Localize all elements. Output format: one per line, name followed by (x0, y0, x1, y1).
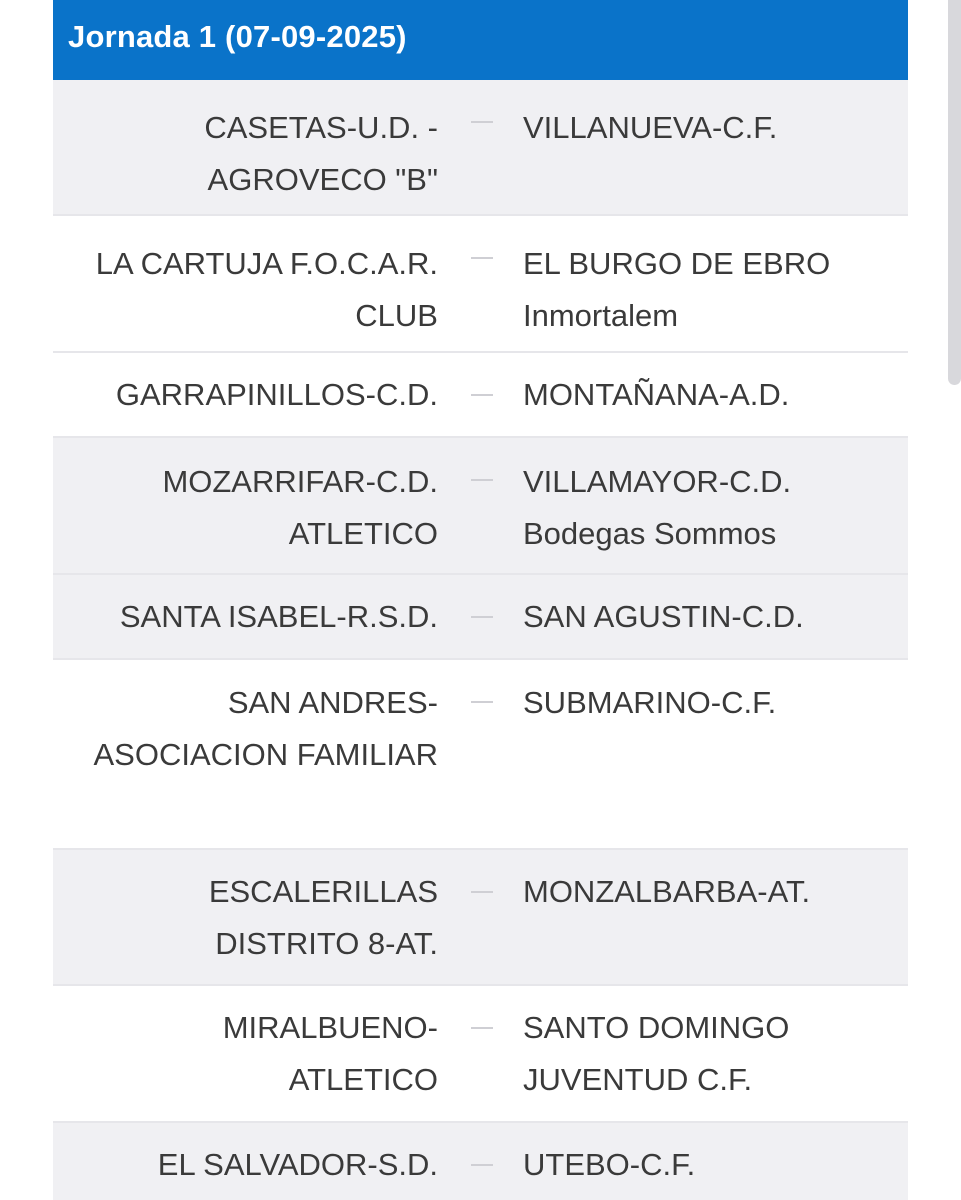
away-team: SUBMARINO-C.F. (523, 685, 777, 720)
home-team: SANTA ISABEL-R.S.D. (119, 599, 438, 634)
match-row[interactable] (53, 575, 908, 660)
matchday-title: Jornada 1 (07-09-2025) (68, 19, 407, 54)
away-team: SANTO DOMINGO JUVENTUD C.F. (523, 1010, 790, 1097)
match-separator (471, 121, 493, 123)
home-team: ESCALERILLAS DISTRITO 8-AT. (208, 874, 438, 961)
match-row[interactable] (53, 438, 908, 575)
match-row[interactable] (53, 1123, 908, 1200)
away-team: UTEBO-C.F. (523, 1147, 696, 1182)
match-separator (471, 479, 493, 481)
match-separator (471, 701, 493, 703)
matchday-header (53, 0, 908, 80)
match-row[interactable] (53, 353, 908, 438)
home-team: LA CARTUJA F.O.C.A.R. CLUB (95, 246, 438, 333)
away-team: VILLANUEVA-C.F. (523, 110, 778, 145)
scrollbar-thumb[interactable] (948, 0, 961, 385)
match-row[interactable] (53, 216, 908, 353)
home-team: GARRAPINILLOS-C.D. (115, 377, 438, 412)
match-row[interactable] (53, 80, 908, 216)
home-team: MOZARRIFAR-C.D. ATLETICO (162, 464, 438, 551)
match-separator (471, 1027, 493, 1029)
match-row[interactable] (53, 850, 908, 986)
away-team: SAN AGUSTIN-C.D. (523, 599, 804, 634)
match-separator (471, 257, 493, 259)
home-team: SAN ANDRES- ASOCIACION FAMILIAR (93, 685, 438, 772)
match-row[interactable] (53, 986, 908, 1123)
away-team: VILLAMAYOR-C.D. Bodegas Sommos (523, 464, 792, 551)
fixtures-table (53, 0, 908, 1200)
home-team: EL SALVADOR-S.D. (157, 1147, 438, 1182)
match-separator (471, 394, 493, 396)
match-separator (471, 1164, 493, 1166)
home-team: CASETAS-U.D. - AGROVECO "B" (204, 110, 438, 197)
away-team: MONZALBARBA-AT. (523, 874, 811, 909)
match-separator (471, 891, 493, 893)
match-row[interactable] (53, 660, 908, 850)
match-separator (471, 616, 493, 618)
away-team: EL BURGO DE EBRO Inmortalem (523, 246, 831, 333)
away-team: MONTAÑANA-A.D. (523, 377, 790, 412)
home-team: MIRALBUENO- ATLETICO (222, 1010, 438, 1097)
